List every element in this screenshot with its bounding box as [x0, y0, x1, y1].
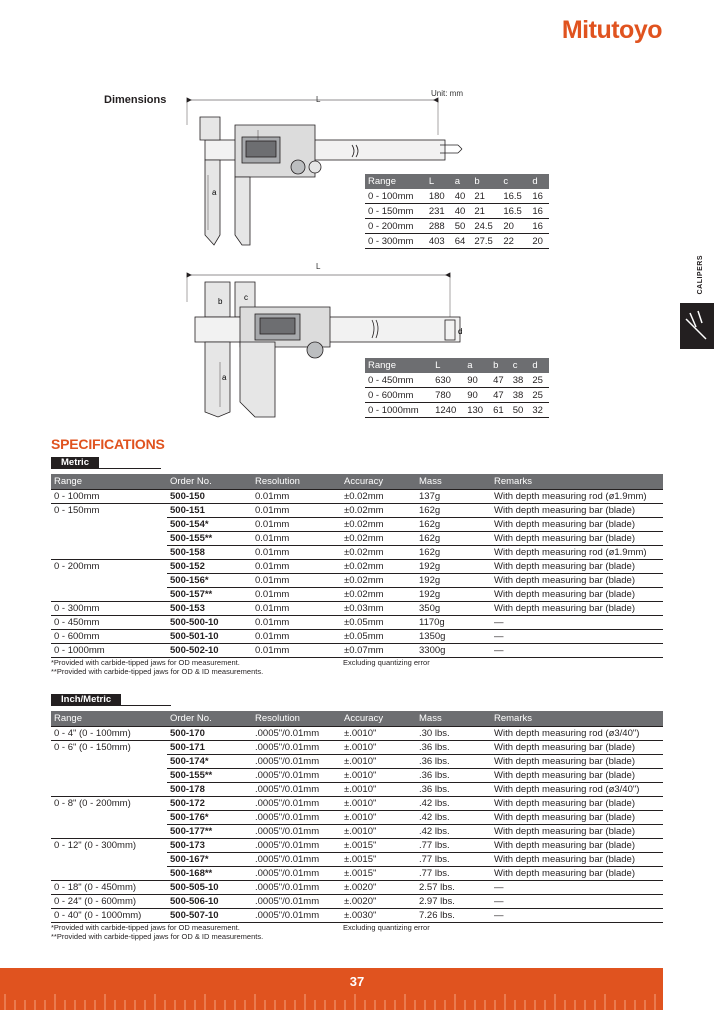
- remarks-cell: With depth measuring rod (ø3/40"): [491, 783, 663, 797]
- dim-table-cell: 20: [529, 234, 549, 249]
- mitutoyo-logo: Mitutoyo: [561, 16, 662, 44]
- order-no-cell: 500-150: [167, 490, 252, 504]
- range-cell: 0 - 40" (0 - 1000mm): [51, 909, 167, 923]
- resolution-cell: 0.01mm: [252, 616, 341, 630]
- ruler-ticks: [0, 990, 663, 1010]
- mass-cell: .36 lbs.: [416, 755, 491, 769]
- dim-table-cell: 25: [529, 373, 549, 388]
- spec-header-cell: Remarks: [491, 474, 663, 490]
- remarks-cell: —: [491, 881, 663, 895]
- calipers-section-tab: [680, 303, 714, 349]
- metric-note-2: **Provided with carbide-tipped jaws for OD & ID measurements.: [51, 667, 264, 676]
- resolution-cell: 0.01mm: [252, 546, 341, 560]
- remarks-cell: With depth measuring bar (blade): [491, 504, 663, 518]
- accuracy-cell: ±0.02mm: [341, 518, 416, 532]
- remarks-cell: With depth measuring bar (blade): [491, 811, 663, 825]
- accuracy-cell: ±.0010": [341, 741, 416, 755]
- resolution-cell: .0005"/0.01mm: [252, 783, 341, 797]
- dim-table-cell: 1240: [432, 403, 464, 418]
- dim-a-label-2: a: [222, 373, 227, 382]
- mass-cell: 192g: [416, 560, 491, 574]
- range-cell: 0 - 18" (0 - 450mm): [51, 881, 167, 895]
- spec-table-row: [51, 616, 663, 630]
- dim-table-cell: 16.5: [500, 204, 529, 219]
- dim-table-cell: 50: [510, 403, 530, 418]
- order-no-cell: 500-155**: [167, 532, 252, 546]
- resolution-cell: 0.01mm: [252, 574, 341, 588]
- accuracy-cell: ±0.02mm: [341, 490, 416, 504]
- dim-table-cell: 0 - 450mm: [365, 373, 432, 388]
- metric-accuracy-note: Excluding quantizing error: [343, 658, 430, 667]
- accuracy-cell: ±.0010": [341, 783, 416, 797]
- spec-header-cell: Range: [51, 711, 167, 727]
- dim-table-cell: 64: [452, 234, 472, 249]
- dim-table-cell: 25: [529, 388, 549, 403]
- remarks-cell: With depth measuring bar (blade): [491, 574, 663, 588]
- order-no-cell: 500-178: [167, 783, 252, 797]
- dim-table-cell: 0 - 1000mm: [365, 403, 432, 418]
- dim-table-cell: 231: [426, 204, 452, 219]
- range-cell: 0 - 8" (0 - 200mm): [51, 797, 167, 811]
- dim-table-cell: 90: [464, 388, 490, 403]
- range-cell: 0 - 600mm: [51, 630, 167, 644]
- resolution-cell: .0005"/0.01mm: [252, 853, 341, 867]
- dim-table-cell: 21: [471, 204, 500, 219]
- resolution-cell: .0005"/0.01mm: [252, 755, 341, 769]
- dim-table-cell: 38: [510, 373, 530, 388]
- range-cell: 0 - 100mm: [51, 490, 167, 504]
- range-cell: [51, 867, 167, 881]
- spec-table-row: [51, 518, 663, 532]
- dim-header-cell: Range: [365, 174, 426, 189]
- order-no-cell: 500-505-10: [167, 881, 252, 895]
- resolution-cell: .0005"/0.01mm: [252, 867, 341, 881]
- accuracy-cell: ±.0015": [341, 867, 416, 881]
- dim-header-cell: L: [432, 358, 464, 373]
- spec-table-row: [51, 546, 663, 560]
- metric-footnotes: [51, 658, 263, 676]
- spec-table-row: [51, 867, 663, 881]
- mass-cell: .42 lbs.: [416, 825, 491, 839]
- resolution-cell: .0005"/0.01mm: [252, 895, 341, 909]
- unit-label: Unit: mm: [431, 89, 463, 98]
- mass-cell: 2.57 lbs.: [416, 881, 491, 895]
- metric-tab: [51, 457, 161, 469]
- remarks-cell: With depth measuring bar (blade): [491, 769, 663, 783]
- range-cell: 0 - 1000mm: [51, 644, 167, 658]
- spec-table-row: [51, 909, 663, 923]
- mass-cell: .36 lbs.: [416, 769, 491, 783]
- spec-table-row: [51, 895, 663, 909]
- range-cell: [51, 783, 167, 797]
- spec-header-cell: Order No.: [167, 711, 252, 727]
- mass-cell: 162g: [416, 546, 491, 560]
- order-no-cell: 500-155**: [167, 769, 252, 783]
- remarks-cell: With depth measuring bar (blade): [491, 755, 663, 769]
- resolution-cell: .0005"/0.01mm: [252, 825, 341, 839]
- dim-table-cell: 47: [490, 388, 510, 403]
- dim-table-cell: 32: [529, 403, 549, 418]
- accuracy-cell: ±.0010": [341, 769, 416, 783]
- dim-header-cell: Range: [365, 358, 432, 373]
- remarks-cell: With depth measuring rod (ø1.9mm): [491, 546, 663, 560]
- dim-table-cell: 180: [426, 189, 452, 204]
- dim-header-cell: b: [471, 174, 500, 189]
- range-cell: 0 - 450mm: [51, 616, 167, 630]
- dim-table-row: [365, 388, 549, 403]
- spec-table-row: [51, 644, 663, 658]
- accuracy-cell: ±0.02mm: [341, 574, 416, 588]
- spec-table-row: [51, 797, 663, 811]
- accuracy-cell: ±.0020": [341, 895, 416, 909]
- range-cell: [51, 811, 167, 825]
- dim-table-cell: 288: [426, 219, 452, 234]
- remarks-cell: —: [491, 895, 663, 909]
- inch-footnotes: [51, 923, 263, 941]
- accuracy-cell: ±.0020": [341, 881, 416, 895]
- order-no-cell: 500-157**: [167, 588, 252, 602]
- dim-header-cell: L: [426, 174, 452, 189]
- inch-metric-tab-label: Inch/Metric: [51, 694, 121, 706]
- dim-table-cell: 16: [529, 204, 549, 219]
- inch-accuracy-note: Excluding quantizing error: [343, 923, 430, 932]
- remarks-cell: —: [491, 909, 663, 923]
- range-cell: 0 - 200mm: [51, 560, 167, 574]
- order-no-cell: 500-171: [167, 741, 252, 755]
- mass-cell: 2.97 lbs.: [416, 895, 491, 909]
- range-cell: 0 - 300mm: [51, 602, 167, 616]
- accuracy-cell: ±0.02mm: [341, 560, 416, 574]
- accuracy-cell: ±.0030": [341, 909, 416, 923]
- spec-header-cell: Resolution: [252, 474, 341, 490]
- dimensions-title: Dimensions: [104, 94, 167, 106]
- order-no-cell: 500-176*: [167, 811, 252, 825]
- remarks-cell: With depth measuring bar (blade): [491, 518, 663, 532]
- dim-header-cell: a: [464, 358, 490, 373]
- remarks-cell: —: [491, 644, 663, 658]
- mass-cell: .36 lbs.: [416, 783, 491, 797]
- spec-header-cell: Range: [51, 474, 167, 490]
- remarks-cell: With depth measuring bar (blade): [491, 560, 663, 574]
- page-number: 37: [349, 974, 365, 989]
- dim-header-cell: d: [529, 358, 549, 373]
- order-no-cell: 500-506-10: [167, 895, 252, 909]
- dim-d-label: d: [458, 327, 463, 336]
- resolution-cell: 0.01mm: [252, 518, 341, 532]
- metric-spec-table: [51, 474, 663, 658]
- spec-header-cell: Order No.: [167, 474, 252, 490]
- order-no-cell: 500-156*: [167, 574, 252, 588]
- resolution-cell: 0.01mm: [252, 602, 341, 616]
- dim-table-cell: 24.5: [471, 219, 500, 234]
- accuracy-cell: ±0.03mm: [341, 602, 416, 616]
- spec-table-row: [51, 853, 663, 867]
- spec-header-cell: Accuracy: [341, 474, 416, 490]
- dim-table-row: [365, 204, 549, 219]
- order-no-cell: 500-168**: [167, 867, 252, 881]
- dim-table-cell: 20: [500, 219, 529, 234]
- dim-header-cell: b: [490, 358, 510, 373]
- mass-cell: .77 lbs.: [416, 853, 491, 867]
- spec-table-row: [51, 560, 663, 574]
- mass-cell: 137g: [416, 490, 491, 504]
- order-no-cell: 500-177**: [167, 825, 252, 839]
- remarks-cell: With depth measuring bar (blade): [491, 839, 663, 853]
- remarks-cell: With depth measuring bar (blade): [491, 797, 663, 811]
- order-no-cell: 500-154*: [167, 518, 252, 532]
- order-no-cell: 500-500-10: [167, 616, 252, 630]
- order-no-cell: 500-153: [167, 602, 252, 616]
- mass-cell: .77 lbs.: [416, 867, 491, 881]
- dim-table-cell: 27.5: [471, 234, 500, 249]
- range-cell: [51, 574, 167, 588]
- dim-table-row: [365, 219, 549, 234]
- remarks-cell: —: [491, 616, 663, 630]
- dim-header-cell: a: [452, 174, 472, 189]
- spec-table-row: [51, 839, 663, 853]
- range-cell: 0 - 12" (0 - 300mm): [51, 839, 167, 853]
- range-cell: [51, 769, 167, 783]
- dim-table-cell: 0 - 100mm: [365, 189, 426, 204]
- dim-a-label: a: [212, 188, 217, 197]
- accuracy-cell: ±0.02mm: [341, 588, 416, 602]
- spec-table-row: [51, 727, 663, 741]
- spec-table-row: [51, 504, 663, 518]
- inch-note-2: **Provided with carbide-tipped jaws for OD & ID measurements.: [51, 932, 264, 941]
- order-no-cell: 500-151: [167, 504, 252, 518]
- dim-table-cell: 40: [452, 189, 472, 204]
- accuracy-cell: ±0.07mm: [341, 644, 416, 658]
- spec-table-row: [51, 588, 663, 602]
- order-no-cell: 500-167*: [167, 853, 252, 867]
- order-no-cell: 500-507-10: [167, 909, 252, 923]
- dim-table-row: [365, 189, 549, 204]
- mass-cell: 1170g: [416, 616, 491, 630]
- range-cell: [51, 588, 167, 602]
- spec-table-row: [51, 532, 663, 546]
- dim-table-cell: 38: [510, 388, 530, 403]
- caliper-icon: [680, 303, 714, 349]
- range-cell: 0 - 6" (0 - 150mm): [51, 741, 167, 755]
- mass-cell: 3300g: [416, 644, 491, 658]
- spec-table-row: [51, 602, 663, 616]
- order-no-cell: 500-172: [167, 797, 252, 811]
- mass-cell: .77 lbs.: [416, 839, 491, 853]
- dim-table-cell: 130: [464, 403, 490, 418]
- mass-cell: .42 lbs.: [416, 811, 491, 825]
- dim-table-cell: 630: [432, 373, 464, 388]
- remarks-cell: With depth measuring bar (blade): [491, 825, 663, 839]
- resolution-cell: .0005"/0.01mm: [252, 839, 341, 853]
- remarks-cell: With depth measuring bar (blade): [491, 588, 663, 602]
- resolution-cell: 0.01mm: [252, 490, 341, 504]
- remarks-cell: With depth measuring bar (blade): [491, 867, 663, 881]
- order-no-cell: 500-501-10: [167, 630, 252, 644]
- inch-note-1: *Provided with carbide-tipped jaws for OD measurement.: [51, 923, 240, 932]
- accuracy-cell: ±.0015": [341, 853, 416, 867]
- dim-table-cell: 47: [490, 373, 510, 388]
- dim-table-cell: 0 - 200mm: [365, 219, 426, 234]
- order-no-cell: 500-170: [167, 727, 252, 741]
- inch-metric-tab: [51, 694, 171, 706]
- mass-cell: .36 lbs.: [416, 741, 491, 755]
- mass-cell: 162g: [416, 532, 491, 546]
- dim-table-cell: 22: [500, 234, 529, 249]
- accuracy-cell: ±.0010": [341, 727, 416, 741]
- accuracy-cell: ±.0015": [341, 839, 416, 853]
- range-cell: [51, 546, 167, 560]
- resolution-cell: .0005"/0.01mm: [252, 741, 341, 755]
- remarks-cell: With depth measuring rod (ø3/40"): [491, 727, 663, 741]
- spec-table-row: [51, 755, 663, 769]
- resolution-cell: .0005"/0.01mm: [252, 811, 341, 825]
- resolution-cell: 0.01mm: [252, 588, 341, 602]
- mass-cell: 7.26 lbs.: [416, 909, 491, 923]
- spec-table-row: [51, 630, 663, 644]
- spec-header-cell: Mass: [416, 711, 491, 727]
- remarks-cell: —: [491, 630, 663, 644]
- accuracy-cell: ±0.02mm: [341, 504, 416, 518]
- accuracy-cell: ±.0010": [341, 755, 416, 769]
- dim-table-cell: 50: [452, 219, 472, 234]
- resolution-cell: 0.01mm: [252, 532, 341, 546]
- order-no-cell: 500-173: [167, 839, 252, 853]
- dim-table-row: [365, 403, 549, 418]
- dim-header-cell: c: [510, 358, 530, 373]
- spec-table-row: [51, 881, 663, 895]
- range-cell: [51, 532, 167, 546]
- order-no-cell: 500-158: [167, 546, 252, 560]
- range-cell: 0 - 24" (0 - 600mm): [51, 895, 167, 909]
- spec-table-row: [51, 811, 663, 825]
- dim-header-cell: d: [529, 174, 549, 189]
- spec-header-cell: Mass: [416, 474, 491, 490]
- remarks-cell: With depth measuring bar (blade): [491, 602, 663, 616]
- dim-table-cell: 0 - 150mm: [365, 204, 426, 219]
- specifications-title: SPECIFICATIONS: [51, 436, 165, 452]
- resolution-cell: .0005"/0.01mm: [252, 769, 341, 783]
- metric-tab-label: Metric: [51, 457, 99, 469]
- remarks-cell: With depth measuring rod (ø1.9mm): [491, 490, 663, 504]
- dim-table-cell: 21: [471, 189, 500, 204]
- spec-table-row: [51, 741, 663, 755]
- mass-cell: 162g: [416, 504, 491, 518]
- spec-table-row: [51, 769, 663, 783]
- resolution-cell: .0005"/0.01mm: [252, 881, 341, 895]
- range-cell: [51, 853, 167, 867]
- spec-table-row: [51, 825, 663, 839]
- dim-table-cell: 16.5: [500, 189, 529, 204]
- dim-table-cell: 61: [490, 403, 510, 418]
- resolution-cell: 0.01mm: [252, 644, 341, 658]
- dim-header-cell: c: [500, 174, 529, 189]
- spec-table-row: [51, 574, 663, 588]
- mass-cell: 1350g: [416, 630, 491, 644]
- accuracy-cell: ±0.02mm: [341, 546, 416, 560]
- spec-table-row: [51, 490, 663, 504]
- order-no-cell: 500-174*: [167, 755, 252, 769]
- accuracy-cell: ±.0010": [341, 811, 416, 825]
- accuracy-cell: ±.0010": [341, 797, 416, 811]
- accuracy-cell: ±0.02mm: [341, 532, 416, 546]
- spec-header-cell: Accuracy: [341, 711, 416, 727]
- dim-table-row: [365, 234, 549, 249]
- metric-note-1: *Provided with carbide-tipped jaws for OD measurement.: [51, 658, 240, 667]
- dim-table-cell: 90: [464, 373, 490, 388]
- resolution-cell: .0005"/0.01mm: [252, 797, 341, 811]
- range-cell: [51, 825, 167, 839]
- dim-table-cell: 16: [529, 189, 549, 204]
- inch-spec-table: [51, 711, 663, 923]
- dim-table-row: [365, 373, 549, 388]
- range-cell: 0 - 150mm: [51, 504, 167, 518]
- mass-cell: .42 lbs.: [416, 797, 491, 811]
- remarks-cell: With depth measuring bar (blade): [491, 741, 663, 755]
- dimension-table-1: [365, 174, 549, 249]
- order-no-cell: 500-502-10: [167, 644, 252, 658]
- dim-table-cell: 16: [529, 219, 549, 234]
- resolution-cell: .0005"/0.01mm: [252, 909, 341, 923]
- dim-L-label-2: L: [316, 262, 321, 271]
- mass-cell: 162g: [416, 518, 491, 532]
- accuracy-cell: ±.0010": [341, 825, 416, 839]
- mass-cell: 192g: [416, 588, 491, 602]
- spec-header-cell: Remarks: [491, 711, 663, 727]
- dim-table-cell: 40: [452, 204, 472, 219]
- mass-cell: .30 lbs.: [416, 727, 491, 741]
- dimension-table-2: [365, 358, 549, 418]
- range-cell: 0 - 4" (0 - 100mm): [51, 727, 167, 741]
- resolution-cell: 0.01mm: [252, 630, 341, 644]
- mass-cell: 192g: [416, 574, 491, 588]
- mass-cell: 350g: [416, 602, 491, 616]
- dim-table-cell: 0 - 600mm: [365, 388, 432, 403]
- resolution-cell: 0.01mm: [252, 560, 341, 574]
- dim-b-label: b: [218, 297, 223, 306]
- remarks-cell: With depth measuring bar (blade): [491, 532, 663, 546]
- remarks-cell: With depth measuring bar (blade): [491, 853, 663, 867]
- calipers-side-label: CALIPERS: [697, 255, 704, 295]
- range-cell: [51, 518, 167, 532]
- resolution-cell: .0005"/0.01mm: [252, 727, 341, 741]
- order-no-cell: 500-152: [167, 560, 252, 574]
- dim-table-cell: 780: [432, 388, 464, 403]
- accuracy-cell: ±0.05mm: [341, 616, 416, 630]
- spec-header-cell: Resolution: [252, 711, 341, 727]
- dim-L-label: L: [316, 95, 321, 104]
- spec-table-row: [51, 783, 663, 797]
- dim-table-cell: 0 - 300mm: [365, 234, 426, 249]
- range-cell: [51, 755, 167, 769]
- accuracy-cell: ±0.05mm: [341, 630, 416, 644]
- dim-table-cell: 403: [426, 234, 452, 249]
- dim-c-label: c: [244, 293, 248, 302]
- resolution-cell: 0.01mm: [252, 504, 341, 518]
